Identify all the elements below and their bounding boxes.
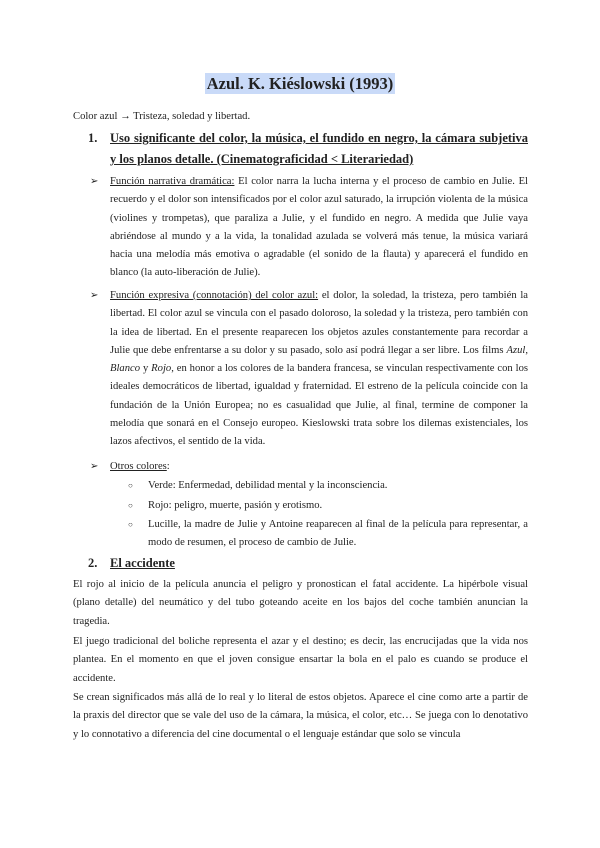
bullet-other-colors [90, 458, 528, 476]
section-1-heading [88, 128, 528, 170]
paragraph: Se crean significados más allá de lo real y lo literal de estos objetos. Aparece el cine como arte a partir de la praxis del director que se vale del uso de la cámara, la música, el color, etc… Se juega con lo denotativo y lo connotativo a diferencia del cine documental o el lenguaje estándar que solo se vincula [73, 692, 528, 740]
bullet-body-a: el dolor, la soledad, la tristeza, pero también la libertad. El color azul se vincula con el pasado doloroso, la soledad y la tristeza, pero también con la idea de libertad. En el presente reaparecen los objetos azules constantemente para recordar a Julie que debe enfrentarse a su dolor y su pasado, solo así podrá llegar a ser libre. Los films [110, 290, 529, 356]
arrow-bullet-icon: ➢ [90, 461, 99, 472]
sub-item-text: Verde: Enfermedad, debilidad mental y la inconsciencia. [148, 480, 388, 491]
circle-bullet-icon: ○ [128, 520, 133, 529]
arrow-bullet-icon: ➢ [90, 290, 99, 301]
separator: , [525, 344, 528, 356]
sub-item-rojo [128, 497, 528, 515]
circle-bullet-icon: ○ [128, 481, 133, 490]
separator: y [140, 363, 152, 375]
bullet-body: El color narra la lucha interna y el proceso de cambio en Julie. El recuerdo y el dolor son intensificados por el color azul saturado, la irrupción violenta de la música (violines y trompetas), que paraliza a Julie, y el fundido en negro. A medida que Julie vaya abriéndose al mundo y a la vida, la tonalidad azulada se volverá más tenue, la música variará hacia una melodía más emotiva o agradable (el sonido de la flauta) y aparecerá el fundido en blanco (la auto-liberación de Julie). [110, 176, 528, 279]
circle-bullet-icon: ○ [128, 501, 133, 510]
intro-line: Color azul → Tristeza, soledad y libertad. [73, 111, 251, 122]
section-1-number: 1. [88, 131, 98, 145]
section-1-title: Uso significante del color, la música, el fundido en negro, la cámara subjetiva y los planos detalle. (Cinematograficidad < Literariedad) [110, 131, 528, 166]
sub-item-lucille [128, 516, 528, 553]
section-2-heading [88, 553, 528, 574]
film-title-blanco: Blanco [110, 363, 141, 375]
bullet-label: Función narrativa dramática: [110, 176, 235, 187]
sub-item-text: Lucille, la madre de Julie y Antoine reaparecen al final de la película para representar, a modo de resumen, el proceso de cambio de Julie. [148, 519, 528, 549]
section-2-number: 2. [88, 556, 98, 570]
title-text: Azul. K. Kiéslowski (1993) [206, 74, 394, 93]
sub-item-verde [128, 477, 528, 495]
bullet-narrative-function [90, 173, 528, 283]
page-title [0, 73, 600, 95]
bullet-body-b: , en honor a los colores de la bandera francesa, se vinculan respectivamente con los ideales democráticos de libertad, igualdad y fraternidad. El estreno de la película coincide con la fundación de la Unión Europea; no es casualidad que Julie, al final, termine de componer la melodía que sonará en el Consejo europeo. Kieslowski trata sobre los dilemas existenciales, los lazos afectivos, el sentido de la vida. [110, 363, 529, 448]
bullet-text [110, 287, 528, 452]
bullet-text [110, 173, 528, 283]
bullet-expressive-function [90, 287, 528, 452]
section-2-title: El accidente [110, 556, 175, 570]
bullet-label: Otros colores [110, 461, 167, 472]
paragraph: El rojo al inicio de la película anuncia el peligro y pronostican el fatal accidente. La hipérbole visual (plano detalle) del neumático y del tubo goteando aceite en los bajos del coche también anuncian la tragedia. [73, 579, 528, 627]
bullet-label: Función expresiva (connotación) del color azul: [110, 290, 319, 301]
sub-item-text: Rojo: peligro, muerte, pasión y erotismo. [148, 500, 323, 511]
paragraph: El juego tradicional del boliche representa el azar y el destino; es decir, las encrucijadas que la vida nos plantea. En el momento en que el joven consigue ensartar la bola en el palo es cuando se produce el accidente. [73, 636, 528, 684]
arrow-bullet-icon: ➢ [90, 176, 99, 187]
film-title-azul: Azul [506, 344, 526, 356]
film-title-rojo: Rojo [151, 363, 172, 375]
label-colon: : [166, 461, 170, 472]
bullet-text [110, 458, 528, 476]
